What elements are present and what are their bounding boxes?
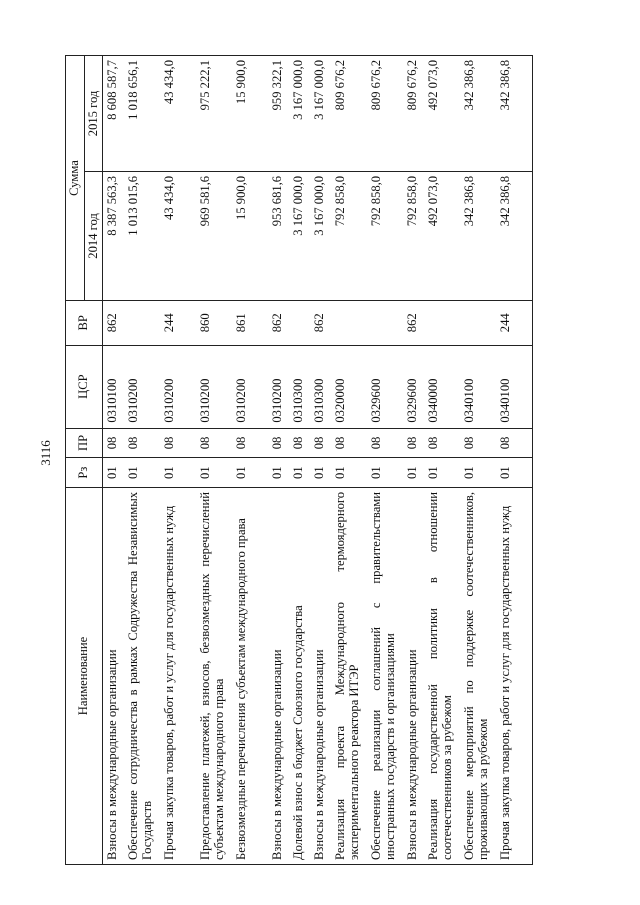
- row-sum-2014: 342 386,8: [460, 171, 496, 300]
- row-csr: 0310200: [268, 345, 289, 428]
- row-vr: 862: [268, 301, 289, 346]
- row-vr: 862: [403, 301, 424, 346]
- row-vr: [367, 301, 403, 346]
- table-row: [232, 56, 268, 865]
- budget-table: [65, 55, 533, 865]
- row-vr: [124, 301, 160, 346]
- row-pr: 08: [424, 428, 460, 458]
- row-name: Взносы в международные организации: [403, 487, 424, 864]
- row-sum-2015: 1 018 656,1: [124, 56, 160, 172]
- row-sum-2014: 792 858,0: [403, 171, 424, 300]
- row-vr: 861: [232, 301, 268, 346]
- row-sum-2014: 792 858,0: [367, 171, 403, 300]
- row-csr: 0340100: [496, 345, 533, 428]
- row-name: Реализация государственной политики в отношении соотечественников за рубежом: [424, 487, 460, 864]
- row-rz: 01: [403, 458, 424, 488]
- row-sum-2015: 809 676,2: [403, 56, 424, 172]
- table-row: [403, 56, 424, 865]
- row-pr: 08: [367, 428, 403, 458]
- row-sum-2015: 8 608 587,7: [103, 56, 125, 172]
- row-sum-2014: 8 387 563,3: [103, 171, 125, 300]
- row-vr: 862: [310, 301, 331, 346]
- row-sum-2014: 15 900,0: [232, 171, 268, 300]
- row-pr: 08: [331, 428, 367, 458]
- row-pr: 08: [124, 428, 160, 458]
- row-sum-2014: 969 581,6: [196, 171, 232, 300]
- row-name: Долевой взнос в бюджет Союзного государства: [289, 487, 310, 864]
- row-sum-2015: 809 676,2: [331, 56, 367, 172]
- row-sum-2014: 492 073,0: [424, 171, 460, 300]
- row-csr: 0310300: [310, 345, 331, 428]
- row-rz: 01: [460, 458, 496, 488]
- header-sum: Сумма: [66, 56, 85, 301]
- row-name: Прочая закупка товаров, работ и услуг для государственных нужд: [160, 487, 196, 864]
- row-sum-2015: 959 322,1: [268, 56, 289, 172]
- row-sum-2014: 3 167 000,0: [289, 171, 310, 300]
- row-csr: 0310200: [160, 345, 196, 428]
- row-name: Обеспечение мероприятий по поддержке соотечественников, проживающих за рубежом: [460, 487, 496, 864]
- row-sum-2015: 809 676,2: [367, 56, 403, 172]
- row-vr: [460, 301, 496, 346]
- row-sum-2015: 342 386,8: [496, 56, 533, 172]
- row-name: Обеспечение сотрудничества в рамках Содружества Независимых Государств: [124, 487, 160, 864]
- row-sum-2014: 792 858,0: [331, 171, 367, 300]
- row-rz: 01: [310, 458, 331, 488]
- row-sum-2015: 975 222,1: [196, 56, 232, 172]
- row-pr: 08: [496, 428, 533, 458]
- row-vr: [331, 301, 367, 346]
- table-row: [103, 56, 125, 865]
- row-vr: 244: [496, 301, 533, 346]
- row-vr: 244: [160, 301, 196, 346]
- row-pr: 08: [289, 428, 310, 458]
- table-row: [496, 56, 533, 865]
- row-csr: 0329600: [403, 345, 424, 428]
- row-sum-2015: 3 167 000,0: [289, 56, 310, 172]
- row-pr: 08: [232, 428, 268, 458]
- row-csr: 0310300: [289, 345, 310, 428]
- row-name: Предоставление платежей, взносов, безвозмездных перечислений субъектам международного права: [196, 487, 232, 864]
- row-sum-2015: 492 073,0: [424, 56, 460, 172]
- row-sum-2014: 953 681,6: [268, 171, 289, 300]
- row-sum-2014: 3 167 000,0: [310, 171, 331, 300]
- row-rz: 01: [103, 458, 125, 488]
- row-csr: 0310100: [103, 345, 125, 428]
- row-rz: 01: [331, 458, 367, 488]
- row-rz: 01: [424, 458, 460, 488]
- row-sum-2015: 43 434,0: [160, 56, 196, 172]
- row-name: Взносы в международные организации: [103, 487, 125, 864]
- row-vr: 862: [103, 301, 125, 346]
- row-pr: 08: [460, 428, 496, 458]
- row-name: Реализация проекта Международного термоядерного экспериментального реактора ИТЭР: [331, 487, 367, 864]
- table-row: [268, 56, 289, 865]
- row-pr: 08: [403, 428, 424, 458]
- row-sum-2015: 342 386,8: [460, 56, 496, 172]
- row-csr: 0320000: [331, 345, 367, 428]
- table-row: [424, 56, 460, 865]
- row-csr: 0340100: [460, 345, 496, 428]
- table-row: [124, 56, 160, 865]
- row-sum-2014: 342 386,8: [496, 171, 533, 300]
- header-csr: ЦСР: [66, 345, 103, 428]
- header-2015: 2015 год: [84, 56, 103, 172]
- row-name: Прочая закупка товаров, работ и услуг для государственных нужд: [496, 487, 533, 864]
- budget-table-container: [65, 55, 585, 865]
- table-row: [310, 56, 331, 865]
- header-name: Наименование: [66, 487, 103, 864]
- row-vr: [289, 301, 310, 346]
- row-vr: 860: [196, 301, 232, 346]
- table-row: [331, 56, 367, 865]
- table-row: [460, 56, 496, 865]
- table-row: [289, 56, 310, 865]
- row-pr: 08: [103, 428, 125, 458]
- row-sum-2014: 1 013 015,6: [124, 171, 160, 300]
- row-csr: 0340000: [424, 345, 460, 428]
- row-sum-2015: 15 900,0: [232, 56, 268, 172]
- row-name: Безвозмездные перечисления субъектам международного права: [232, 487, 268, 864]
- row-csr: 0310200: [124, 345, 160, 428]
- row-pr: 08: [196, 428, 232, 458]
- header-vr: ВР: [66, 301, 103, 346]
- row-sum-2015: 3 167 000,0: [310, 56, 331, 172]
- row-csr: 0310200: [232, 345, 268, 428]
- table-row: [367, 56, 403, 865]
- row-name: Обеспечение реализации соглашений с правительствами иностранных государств и организациями: [367, 487, 403, 864]
- row-pr: 08: [310, 428, 331, 458]
- row-csr: 0329600: [367, 345, 403, 428]
- table-row: [196, 56, 232, 865]
- row-rz: 01: [289, 458, 310, 488]
- row-vr: [424, 301, 460, 346]
- header-rz: Рз: [66, 458, 103, 488]
- row-rz: 01: [268, 458, 289, 488]
- row-rz: 01: [232, 458, 268, 488]
- row-pr: 08: [268, 428, 289, 458]
- row-pr: 08: [160, 428, 196, 458]
- row-csr: 0310200: [196, 345, 232, 428]
- table-row: [160, 56, 196, 865]
- row-name: Взносы в международные организации: [268, 487, 289, 864]
- row-rz: 01: [160, 458, 196, 488]
- row-sum-2014: 43 434,0: [160, 171, 196, 300]
- header-pr: ПР: [66, 428, 103, 458]
- row-name: Взносы в международные организации: [310, 487, 331, 864]
- header-2014: 2014 год: [84, 171, 103, 300]
- page-number: 3116: [38, 440, 53, 466]
- row-rz: 01: [496, 458, 533, 488]
- row-rz: 01: [124, 458, 160, 488]
- row-rz: 01: [196, 458, 232, 488]
- row-rz: 01: [367, 458, 403, 488]
